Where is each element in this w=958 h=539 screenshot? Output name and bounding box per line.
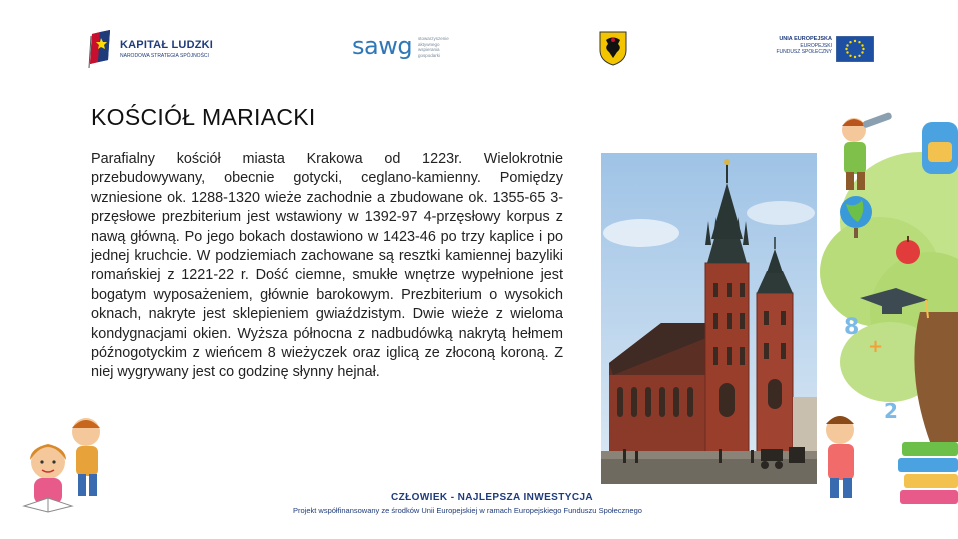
eu-logo xyxy=(772,34,876,64)
kapital-ludzki-title: KAPITAŁ LUDZKI xyxy=(120,39,214,51)
regional-crest-icon xyxy=(598,30,628,66)
footer-title: CZŁOWIEK - NAJLEPSZA INWESTYCJA xyxy=(391,492,594,503)
eu-line-3: FUNDUSZ SPOŁECZNY xyxy=(776,49,832,55)
school-tree-illustration xyxy=(810,112,958,512)
eu-line-2: EUROPEJSKI xyxy=(800,42,832,49)
eu-text xyxy=(772,36,832,56)
sawg-logo xyxy=(352,32,462,64)
basilica-photo xyxy=(601,153,817,484)
eu-line-1: UNIA EUROPEJSKA xyxy=(779,36,832,42)
sawg-subtitle: stowarzyszenie aktywnego wspierania gospodarki xyxy=(418,36,449,58)
svg-text:2: 2 xyxy=(884,399,898,423)
body-paragraph: Parafialny kościół miasta Krakowa od 1223r. Wielokrotnie przebudowywany, obecnie gotycki, ceglano-kamienny. Pomiędzy wzniesione ok. 1288-1320 wieże zachodnie a zbudowane ok. 1355-65 3-przęsłowe prezbiterium jest wstawiony w 1392-97 4-przęsłowy korpus z nawą główną. Po jego bokach dostawiono w 1423-46 po trzy kaplice i po jednej kruchcie. W podziemiach zachowane są resztki kamiennej bazyliki romańskiej z 1221-22 r. Dość ciemne, smukłe wnętrze wypełnione jest bogatym wyposażeniem, głównie barokowym. Prezbiterium o wysokich oknach, nakryte jest sklepieniem gwiaździstym. Dwie wieże z wieloma kondygnacjami okien. Wyższa północna z nadbudówką nakrytą hełmem późnogotyckim z wieńcem 8 wieżyczek oraz iglicą ze złoconą koroną. Z niej wygrywany jest co godzinę słynny hejnał. xyxy=(91,151,563,381)
reading-kids-illustration xyxy=(14,412,112,520)
svg-text:8: 8 xyxy=(844,315,860,340)
page-title: KOŚCIÓŁ MARIACKI xyxy=(91,104,316,130)
kapital-ludzki-logo xyxy=(88,30,228,68)
kapital-ludzki-flag-icon xyxy=(88,30,114,68)
svg-text:+: + xyxy=(868,336,884,357)
footer-subtitle: Projekt współfinansowany ze środków Unii Europejskiej w ramach Europejskiego Funduszu Społecznego xyxy=(293,506,642,515)
eu-flag-icon xyxy=(836,36,874,62)
sawg-wordmark: sawg xyxy=(352,32,413,60)
kapital-ludzki-subtitle: NARODOWA STRATEGIA SPÓJNOŚCI xyxy=(120,53,209,59)
